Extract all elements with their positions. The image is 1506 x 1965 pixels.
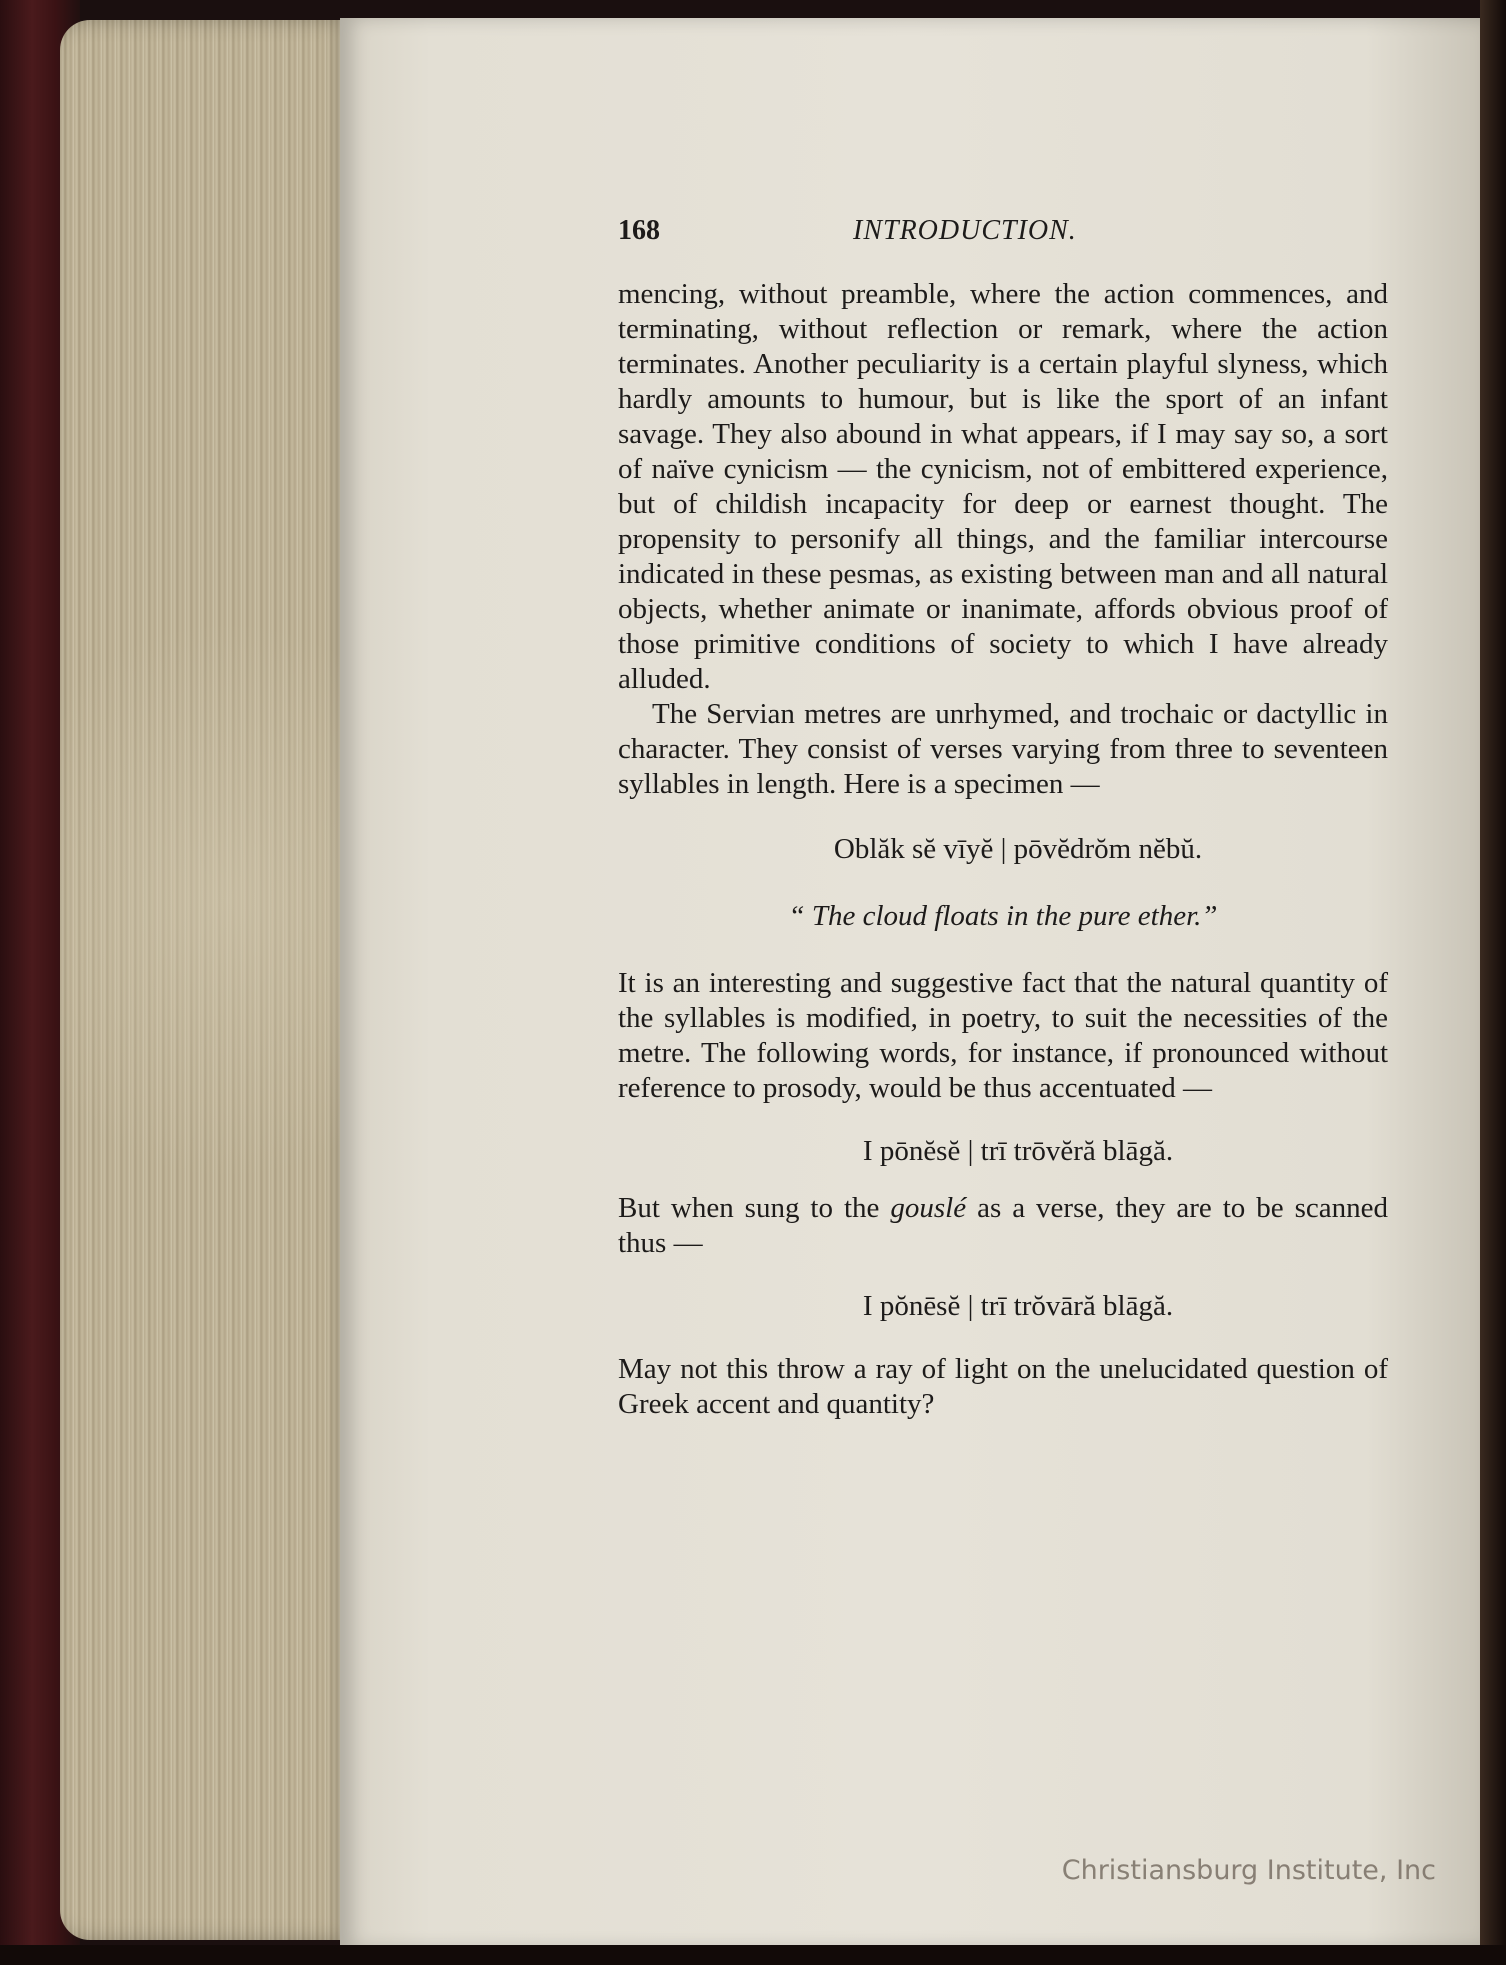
page-number: 168: [618, 215, 660, 246]
paragraph-4-after: as a verse, they are to be scanned thus —: [618, 1192, 1389, 1259]
verse-specimen-3: I pŏnēsĕ | trī trŏvāră blāgă.: [862, 1290, 1174, 1322]
watermark: Christiansburg Institute, Inc: [1061, 1855, 1436, 1886]
verse-specimen-1: Oblăk sĕ vīyĕ | pōvĕdrŏm nĕbŭ.: [833, 833, 1203, 865]
verse-translation: “ The cloud floats in the pure ether.”: [788, 900, 1218, 932]
paragraph-4-italic-word: gouslé: [890, 1192, 967, 1224]
page-bottom-edge: [0, 1945, 1506, 1965]
paragraph-2: The Servian metres are unrhymed, and trochaic or dactyllic in character. They consist of verses varying from three to seventeen syllables in length. Here is a specimen —: [618, 698, 1388, 800]
paragraph-1: mencing, without preamble, where the action commences, and terminating, without reflection or remark, where the action terminates. Another peculiarity is a certain playful slyness, which hardly amounts to humour, but is like the sport of an infant savage. They also abound in what appears, if I may say so, a sort of naïve cynicism — the cynicism, not of embittered experience, but of childish incapacity for deep or earnest thought. The propensity to personify all things, and the familiar intercourse indicated in these pesmas, as existing between man and all natural objects, whether animate or inanimate, affords obvious proof of those primitive conditions of society to which I have already alluded.: [618, 278, 1388, 695]
paragraph-3: It is an interesting and suggestive fact that the natural quantity of the syllables is modified, in poetry, to suit the necessities of the metre. The following words, for instance, if pronounced without reference to prosody, would be thus accentuated —: [618, 967, 1388, 1104]
page-right-edge: [1480, 0, 1506, 1965]
paragraph-5: May not this throw a ray of light on the unelucidated question of Greek accent and quantity?: [618, 1353, 1388, 1420]
running-title: INTRODUCTION.: [853, 215, 1077, 246]
verse-specimen-2: I pōnĕsĕ | trī trōvĕră blāgă.: [862, 1135, 1174, 1167]
paragraph-4-before: But when sung to the: [618, 1192, 880, 1224]
page-content: [618, 205, 1388, 1422]
paragraph-4: [618, 1191, 1388, 1261]
running-head: [618, 205, 1388, 255]
